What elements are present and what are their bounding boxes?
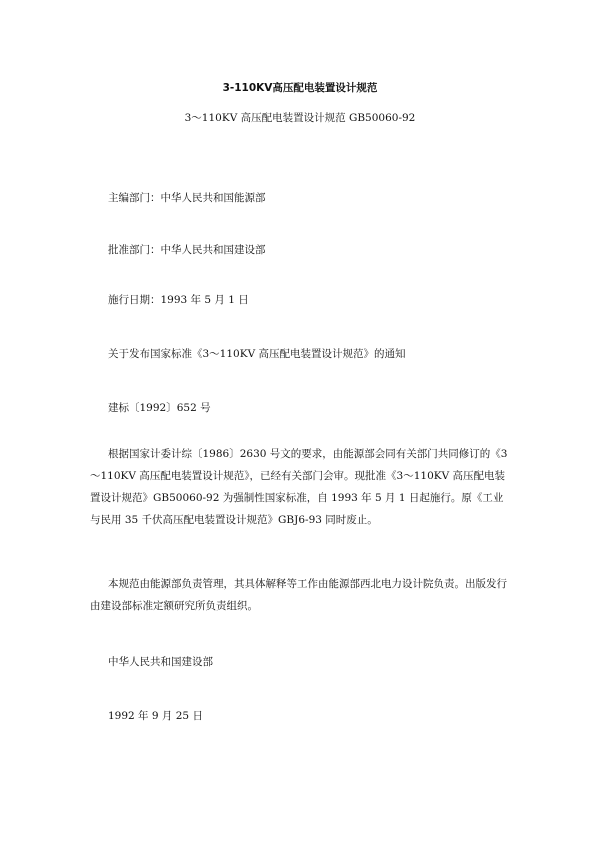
document-subtitle: 3～110KV 高压配电装置设计规范 GB50060-92 bbox=[184, 112, 416, 124]
document-title: 3-110KV高压配电装置设计规范 bbox=[222, 82, 378, 94]
body-paragraph-2: 本规范由能源部负责管理，其具体解释等工作由能源部西北电力设计院负责。出版发行由建设部标准定额研究所负责组织。 bbox=[90, 578, 507, 612]
issuer-line: 中华人民共和国建设部 bbox=[108, 656, 213, 668]
notice-title: 关于发布国家标准《3～110KV 高压配电装置设计规范》的通知 bbox=[108, 348, 406, 360]
document-number: 建标〔1992〕652 号 bbox=[108, 402, 211, 414]
body-paragraph-1: 根据国家计委计综〔1986〕2630 号文的要求，由能源部会同有关部门共同修订的《3～110KV 高压配电装置设计规范》，已经有关部门会审。现批准《3～110KV 高压配电装置设计规范》GB50060-92 为强制性国家标准，自 1993 年 5 月 1 日起施行。原《工业与民用 35 千伏高压配电装置设计规范》GBJ6-93 同时废止。 bbox=[90, 448, 508, 526]
issue-date-line: 1992 年 9 月 25 日 bbox=[108, 710, 203, 722]
approver-line: 批准部门：中华人民共和国建设部 bbox=[108, 244, 266, 256]
effective-date-line: 施行日期：1993 年 5 月 1 日 bbox=[108, 294, 249, 306]
compiler-line: 主编部门：中华人民共和国能源部 bbox=[108, 192, 266, 204]
